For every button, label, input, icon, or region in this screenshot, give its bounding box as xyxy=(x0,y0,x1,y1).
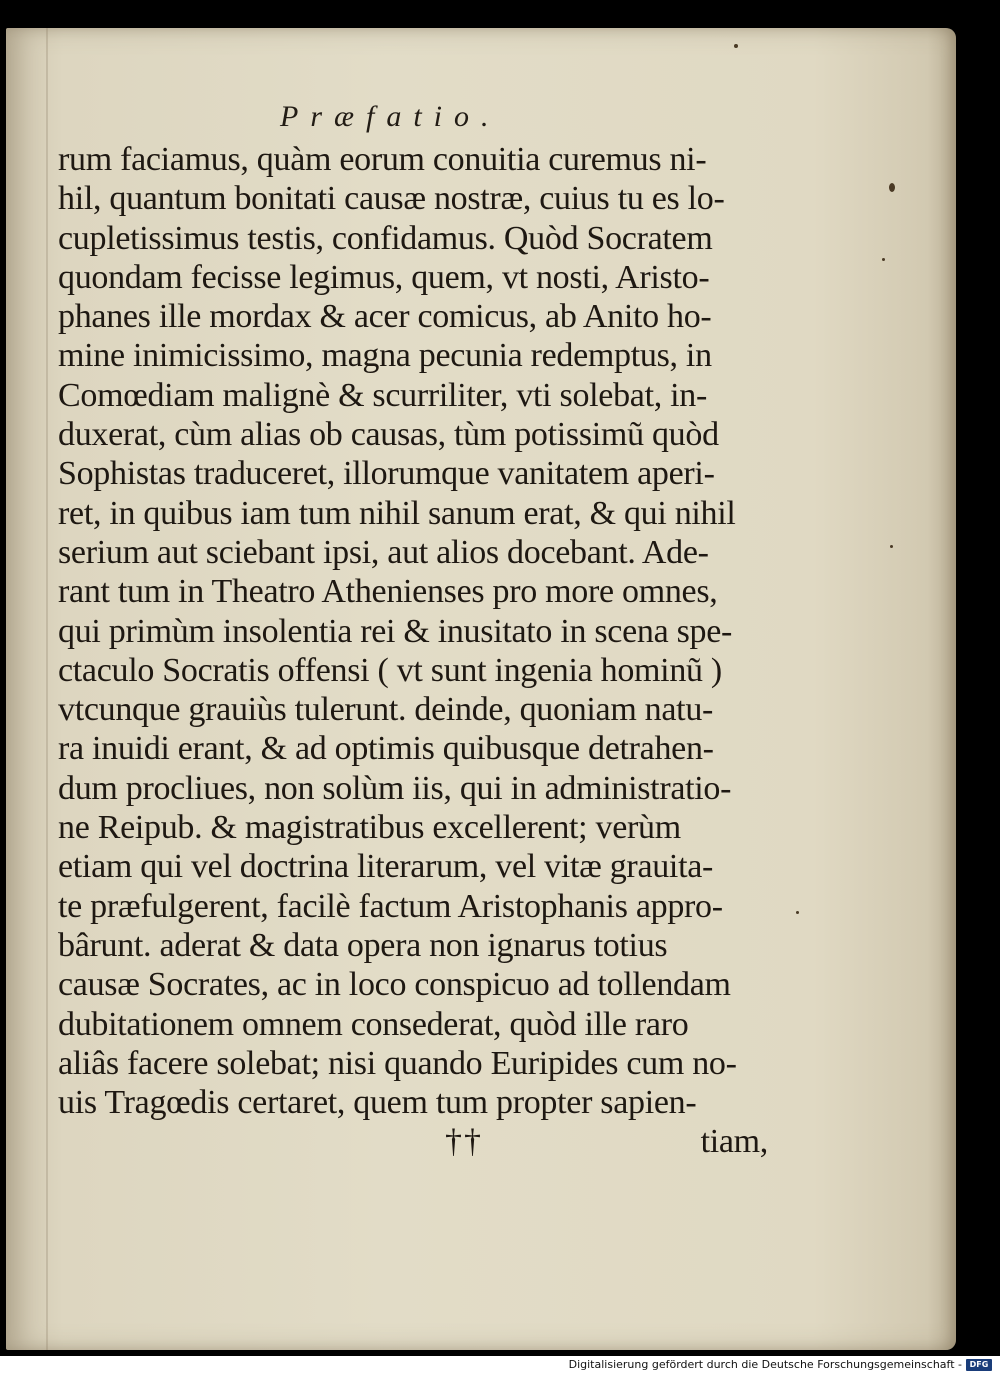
signature-mark: †† xyxy=(445,1123,483,1161)
text-line: duxerat, cùm alias ob causas, tùm potissimũ quòd xyxy=(58,416,719,454)
text-line: uis Tragœdis certaret, quem tum propter sapien- xyxy=(58,1084,697,1122)
text-line: Sophistas traduceret, illorumque vanitatem aperi- xyxy=(58,455,715,493)
dfg-logo: DFG xyxy=(966,1359,992,1371)
text-line: phanes ille mordax & acer comicus, ab Anito ho- xyxy=(58,298,712,336)
text-line: rum faciamus, quàm eorum conuitia curemus ni- xyxy=(58,141,707,178)
text-line: ret, in quibus iam tum nihil sanum erat, & qui nihil xyxy=(58,494,736,532)
text-line: dum procliues, non solùm iis, qui in administratio- xyxy=(58,769,732,807)
text-line: Comœdiam malignè & scurriliter, vti solebat, in- xyxy=(58,376,707,414)
text-line: ne Reipub. & magistratibus excellerent; verùm xyxy=(58,809,681,847)
body-text xyxy=(58,140,768,1162)
text-line: quondam fecisse legimus, quem, vt nosti, Aristo- xyxy=(58,258,710,296)
text-line: etiam qui vel doctrina literarum, vel vitæ grauita- xyxy=(58,848,714,886)
text-line: aliâs facere solebat; nisi quando Euripides cum no- xyxy=(58,1044,737,1082)
ink-speck xyxy=(890,545,893,548)
text-line: te præfulgerent, facilè factum Aristophanis appro- xyxy=(58,887,723,925)
text-line: qui primùm insolentia rei & inusitato in scena spe- xyxy=(58,612,733,650)
text-line: cupletissimus testis, confidamus. Quòd Socratem xyxy=(58,219,713,257)
catchword: tiam, xyxy=(700,1123,768,1161)
text-line: ctaculo Socratis offensi ( vt sunt ingenia hominũ ) xyxy=(58,651,722,689)
text-line: hil, quantum bonitati causæ nostræ, cuius tu es lo- xyxy=(58,180,725,218)
page-gutter-shadow xyxy=(46,28,48,1350)
footer-credit: Digitalisierung gefördert durch die Deutsche Forschungsgemeinschaft - xyxy=(568,1358,962,1371)
text-line: vtcunque grauiùs tulerunt. deinde, quoniam natu- xyxy=(58,691,714,729)
signature-catchword-line xyxy=(58,1122,768,1161)
ink-speck xyxy=(734,44,738,48)
text-line: mine inimicissimo, magna pecunia redemptus, in xyxy=(58,337,712,375)
running-head: Præfatio. xyxy=(280,100,501,133)
text-line: dubitationem omnem consederat, quòd ille raro xyxy=(58,1005,689,1043)
text-line: bârunt. aderat & data opera non ignarus totius xyxy=(58,926,668,964)
ink-speck xyxy=(889,183,895,192)
text-line: causæ Socrates, ac in loco conspicuo ad tollendam xyxy=(58,966,731,1004)
ink-speck xyxy=(796,911,799,914)
text-line: serium aut sciebant ipsi, aut alios docebant. Ade- xyxy=(58,533,709,571)
ink-speck xyxy=(882,258,885,261)
text-line: ra inuidi erant, & ad optimis quibusque detrahen- xyxy=(58,730,714,768)
text-line: rant tum in Theatro Athenienses pro more omnes, xyxy=(58,573,718,611)
